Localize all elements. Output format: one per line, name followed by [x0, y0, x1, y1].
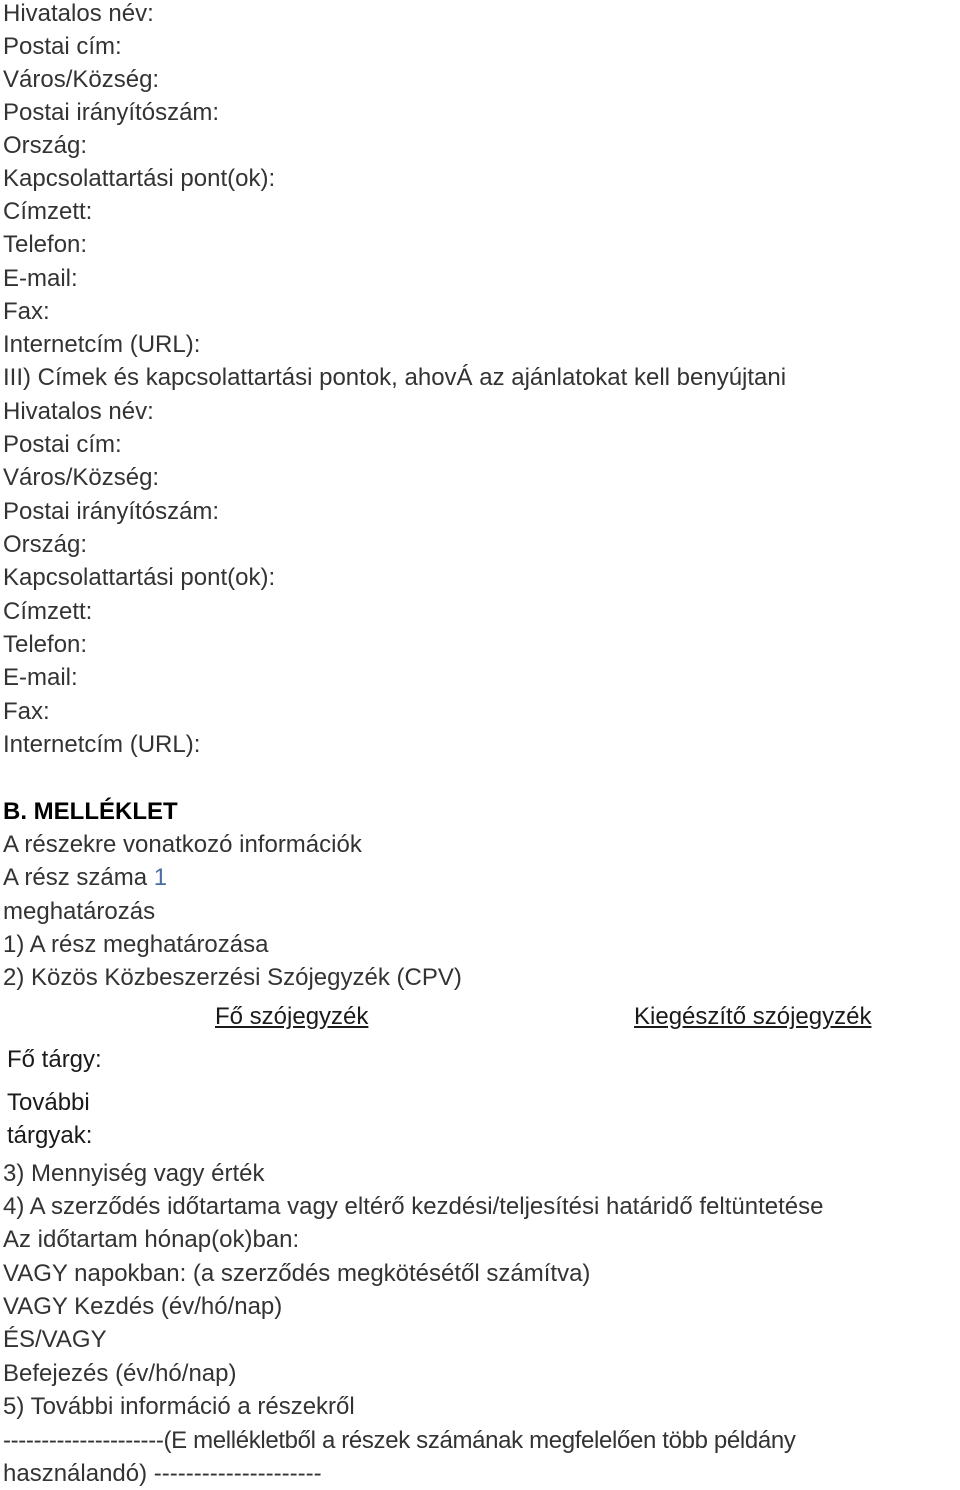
contact-points-label: Kapcsolattartási pont(ok): [3, 165, 276, 192]
country-label: Ország: [3, 132, 88, 159]
item-5-title: 5) További információ a részekről [3, 1393, 355, 1420]
city-label: Város/Község: [3, 66, 160, 93]
cpv-main-vocabulary-header: Fő szójegyzék [215, 1003, 369, 1030]
footer-note-line-1: ---------------------(E mellékletből a részek számának megfelelően több példány [3, 1427, 796, 1454]
phone-label: Telefon: [3, 231, 88, 258]
addressee-label: Címzett: [3, 198, 93, 225]
contact-points-label: Kapcsolattartási pont(ok): [3, 564, 276, 591]
official-name-label: Hivatalos név: [3, 398, 154, 425]
part-number-label: A rész száma [3, 864, 154, 891]
end-date-label: Befejezés (év/hó/nap) [3, 1360, 237, 1387]
postal-address-label: Postai cím: [3, 431, 122, 458]
item-4-title: 4) A szerződés időtartama vagy eltérő kezdési/teljesítési határidő feltüntetése [3, 1193, 824, 1220]
duration-days-label: VAGY napokban: (a szerződés megkötésétől számítva) [3, 1260, 591, 1287]
section-iii-title: III) Címek és kapcsolattartási pontok, ahovÁ az ajánlatokat kell benyújtani [3, 364, 787, 391]
definition-label: meghatározás [3, 898, 156, 925]
country-label: Ország: [3, 531, 88, 558]
url-label: Internetcím (URL): [3, 331, 201, 358]
annex-title: B. MELLÉKLET [3, 798, 178, 825]
item-1-title: 1) A rész meghatározása [3, 931, 269, 958]
footer-note-line-2: használandó) --------------------- [3, 1460, 322, 1487]
email-label: E-mail: [3, 265, 78, 292]
postal-address-label: Postai cím: [3, 33, 122, 60]
part-number-line [3, 861, 167, 894]
item-2-title: 2) Közös Közbeszerzési Szójegyzék (CPV) [3, 964, 462, 991]
cpv-supplementary-vocabulary-header: Kiegészítő szójegyzék [634, 1003, 872, 1030]
cpv-additional-objects-label-2: tárgyak: [7, 1122, 93, 1149]
phone-label: Telefon: [3, 631, 88, 658]
url-label: Internetcím (URL): [3, 731, 201, 758]
fax-label: Fax: [3, 298, 50, 325]
duration-months-label: Az időtartam hónap(ok)ban: [3, 1226, 300, 1253]
start-date-label: VAGY Kezdés (év/hó/nap) [3, 1293, 283, 1320]
addressee-label: Címzett: [3, 598, 93, 625]
cpv-main-object-label: Fő tárgy: [7, 1046, 102, 1073]
item-3-title: 3) Mennyiség vagy érték [3, 1160, 265, 1187]
official-name-label: Hivatalos név: [3, 0, 154, 27]
city-label: Város/Község: [3, 464, 160, 491]
and-or-label: ÉS/VAGY [3, 1326, 107, 1353]
annex-subtitle: A részekre vonatkozó információk [3, 831, 362, 858]
fax-label: Fax: [3, 698, 50, 725]
postal-code-label: Postai irányítószám: [3, 99, 220, 126]
postal-code-label: Postai irányítószám: [3, 498, 220, 525]
part-number-value: 1 [153, 864, 168, 891]
cpv-additional-objects-label-1: További [7, 1089, 90, 1116]
email-label: E-mail: [3, 664, 78, 691]
